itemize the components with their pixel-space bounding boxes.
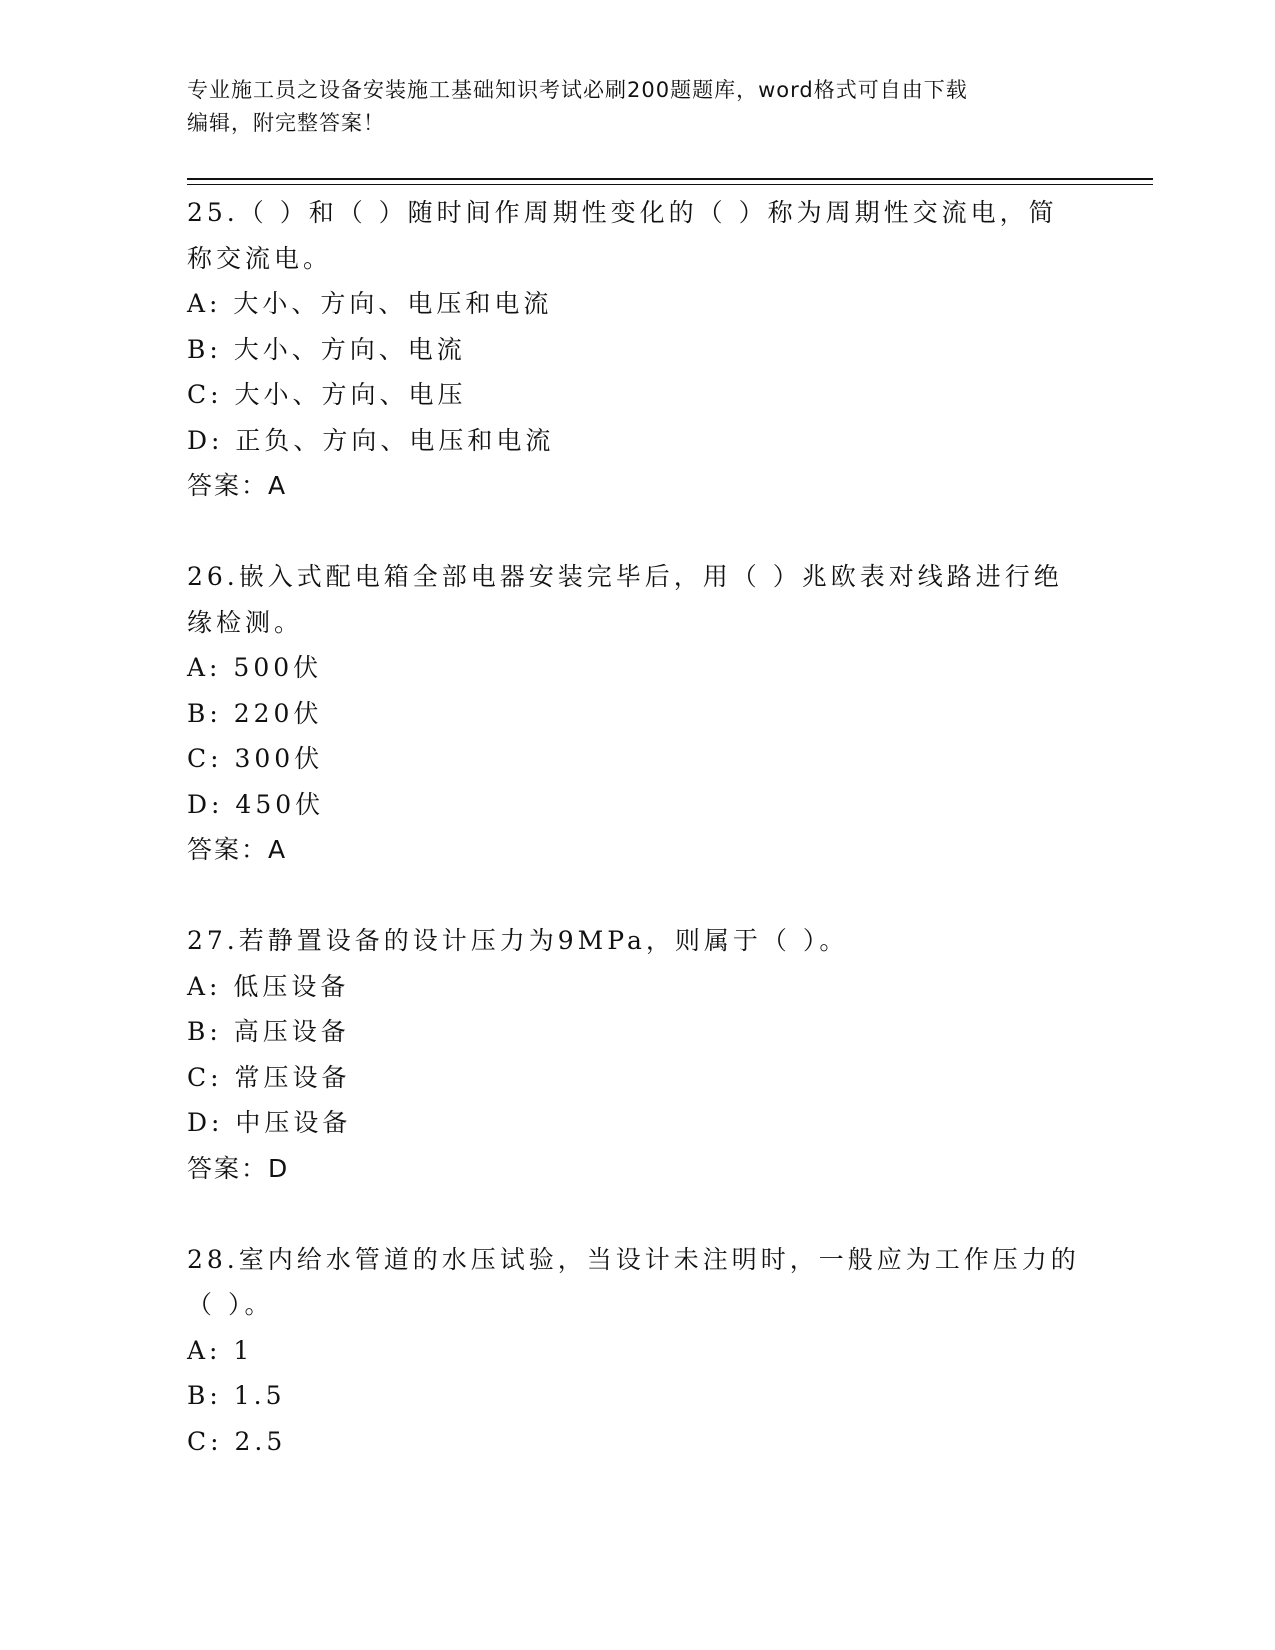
option-a: A: 大小、方向、电压和电流 bbox=[187, 289, 553, 318]
option-a: A: 低压设备 bbox=[187, 971, 350, 1001]
option-b: B: 220伏 bbox=[187, 698, 323, 728]
question-list bbox=[187, 190, 1087, 1464]
option-a: A: 1 bbox=[187, 1335, 254, 1365]
question-stem: （ ）。 bbox=[187, 1290, 274, 1319]
option-d: D: 正负、方向、电压和电流 bbox=[187, 425, 555, 455]
header-line-2: 编辑，附完整答案！ bbox=[187, 111, 385, 135]
option-c: C: 大小、方向、电压 bbox=[187, 380, 467, 409]
question-stem: 缘检测。 bbox=[187, 607, 304, 637]
question-spacer bbox=[187, 509, 1087, 555]
document-header bbox=[187, 74, 1067, 140]
question-27 bbox=[187, 918, 1087, 1191]
question-stem: 26.嵌入式配电箱全部电器安装完毕后，用（ ）兆欧表对线路进行绝 bbox=[187, 562, 1063, 591]
answer-line: 答案：A bbox=[187, 835, 288, 864]
answer-line: 答案：D bbox=[187, 1153, 290, 1183]
option-d: D: 中压设备 bbox=[187, 1108, 352, 1137]
option-b: B: 1.5 bbox=[187, 1381, 286, 1410]
question-stem: 27.若静置设备的设计压力为9MPa，则属于（ ）。 bbox=[187, 926, 849, 955]
option-c: C: 300伏 bbox=[187, 744, 324, 773]
question-28 bbox=[187, 1237, 1087, 1465]
question-26 bbox=[187, 554, 1087, 873]
option-d: D: 450伏 bbox=[187, 789, 325, 819]
header-divider-thick bbox=[187, 178, 1153, 180]
option-b: B: 高压设备 bbox=[187, 1017, 350, 1046]
answer-line: 答案：A bbox=[187, 471, 288, 500]
option-b: B: 大小、方向、电流 bbox=[187, 334, 466, 364]
question-spacer bbox=[187, 1191, 1087, 1237]
question-stem: 称交流电。 bbox=[187, 243, 333, 273]
option-c: C: 常压设备 bbox=[187, 1062, 351, 1092]
question-stem: 25.（ ）和（ ）随时间作周期性变化的（ ）称为周期性交流电，简 bbox=[187, 198, 1058, 227]
question-stem: 28.室内给水管道的水压试验，当设计未注明时，一般应为工作压力的 bbox=[187, 1244, 1080, 1274]
header-divider-thin bbox=[187, 184, 1153, 185]
question-25 bbox=[187, 190, 1087, 509]
option-c: C: 2.5 bbox=[187, 1426, 287, 1456]
question-spacer bbox=[187, 873, 1087, 919]
option-a: A: 500伏 bbox=[187, 653, 323, 682]
header-line-1: 专业施工员之设备安装施工基础知识考试必刷200题题库，word格式可自由下载 bbox=[187, 78, 968, 102]
